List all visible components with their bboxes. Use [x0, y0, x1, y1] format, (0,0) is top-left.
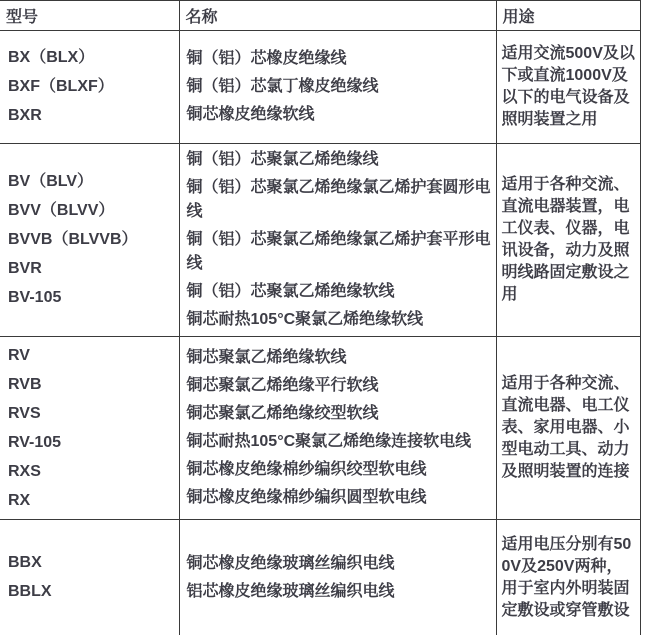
use-description: 适用于各种交流、直流电器、电工仪表、家用电器、小型电动工具、动力及照明装置的连接	[501, 375, 630, 480]
model-cell	[0, 520, 179, 635]
wire-name: 铜（铝）芯聚氯乙烯绝缘软线	[186, 283, 395, 300]
table-body	[0, 31, 640, 635]
wire-name: 铜芯耐热105°C聚氯乙烯绝缘软线	[186, 311, 424, 328]
wire-name: 铜芯耐热105°C聚氯乙烯绝缘连接软电线	[186, 433, 472, 450]
wire-name: 铜芯聚氯乙烯绝缘绞型软线	[186, 405, 379, 422]
wire-name: 铜（铝）芯聚氯乙烯绝缘线	[186, 151, 379, 168]
model-code: BVV（BLVV）	[8, 202, 115, 219]
model-code: RX	[8, 491, 31, 509]
use-description: 适用交流500V及以下或直流1000V及以下的电气设备及照明装置之用	[501, 45, 635, 128]
table-row	[0, 337, 640, 520]
model-code: BV（BLV）	[8, 173, 94, 190]
wire-name: 铜芯橡皮绝缘软线	[186, 106, 315, 123]
use-cell	[496, 31, 640, 144]
name-cell	[179, 337, 496, 520]
table-row	[0, 31, 640, 144]
model-cell	[0, 31, 179, 144]
wire-name: 铜芯橡皮绝缘棉纱编织绞型软电线	[186, 461, 427, 478]
name-cell	[179, 520, 496, 635]
model-code: BVR	[8, 260, 42, 277]
wire-name: 铜（铝）芯聚氯乙烯绝缘氯乙烯护套平形电线	[186, 231, 491, 272]
wire-name: 铜芯橡皮绝缘棉纱编织圆型软电线	[186, 489, 427, 506]
use-cell	[496, 337, 640, 520]
model-code: BV-105	[8, 289, 62, 306]
model-cell	[0, 337, 179, 520]
name-cell	[179, 31, 496, 144]
model-code: BVVB（BLVVB）	[8, 231, 138, 248]
model-code: BX（BLX）	[8, 49, 95, 66]
model-cell	[0, 144, 179, 337]
wire-name: 铝芯橡皮绝缘玻璃丝编织电线	[186, 582, 395, 600]
wire-name: 铜芯橡皮绝缘玻璃丝编织电线	[186, 554, 395, 572]
col-header-model: 型号	[0, 1, 179, 31]
header-row	[0, 1, 640, 31]
model-code: BBLX	[8, 583, 52, 601]
model-code: RVS	[8, 404, 41, 422]
table-row	[0, 144, 640, 337]
wire-name: 铜芯聚氯乙烯绝缘平行软线	[186, 377, 379, 394]
use-cell	[496, 520, 640, 635]
wire-name: 铜（铝）芯橡皮绝缘线	[186, 50, 347, 67]
model-code: BXR	[8, 107, 42, 124]
model-code: RVB	[8, 375, 42, 393]
use-description: 适用于各种交流、直流电器装置，电工仪表、仪器，电讯设备，动力及照明线路固定敷设之用	[501, 176, 630, 303]
use-cell	[496, 144, 640, 337]
model-code: RXS	[8, 462, 41, 480]
col-header-name: 名称	[179, 1, 496, 31]
name-cell	[179, 144, 496, 337]
model-code: BXF（BLXF）	[8, 78, 114, 95]
wire-name: 铜（铝）芯聚氯乙烯绝缘氯乙烯护套圆形电线	[186, 179, 491, 220]
model-code: RV	[8, 346, 30, 364]
use-description: 适用电压分别有500V及250V两种，用于室内外明装固定敷设或穿管敷设	[501, 535, 632, 619]
table-row	[0, 520, 640, 635]
wire-name: 铜（铝）芯氯丁橡皮绝缘线	[186, 78, 379, 95]
model-code: BBX	[8, 554, 42, 572]
col-header-use: 用途	[496, 1, 640, 31]
wire-name: 铜芯聚氯乙烯绝缘软线	[186, 349, 347, 366]
model-code: RV-105	[8, 433, 62, 451]
